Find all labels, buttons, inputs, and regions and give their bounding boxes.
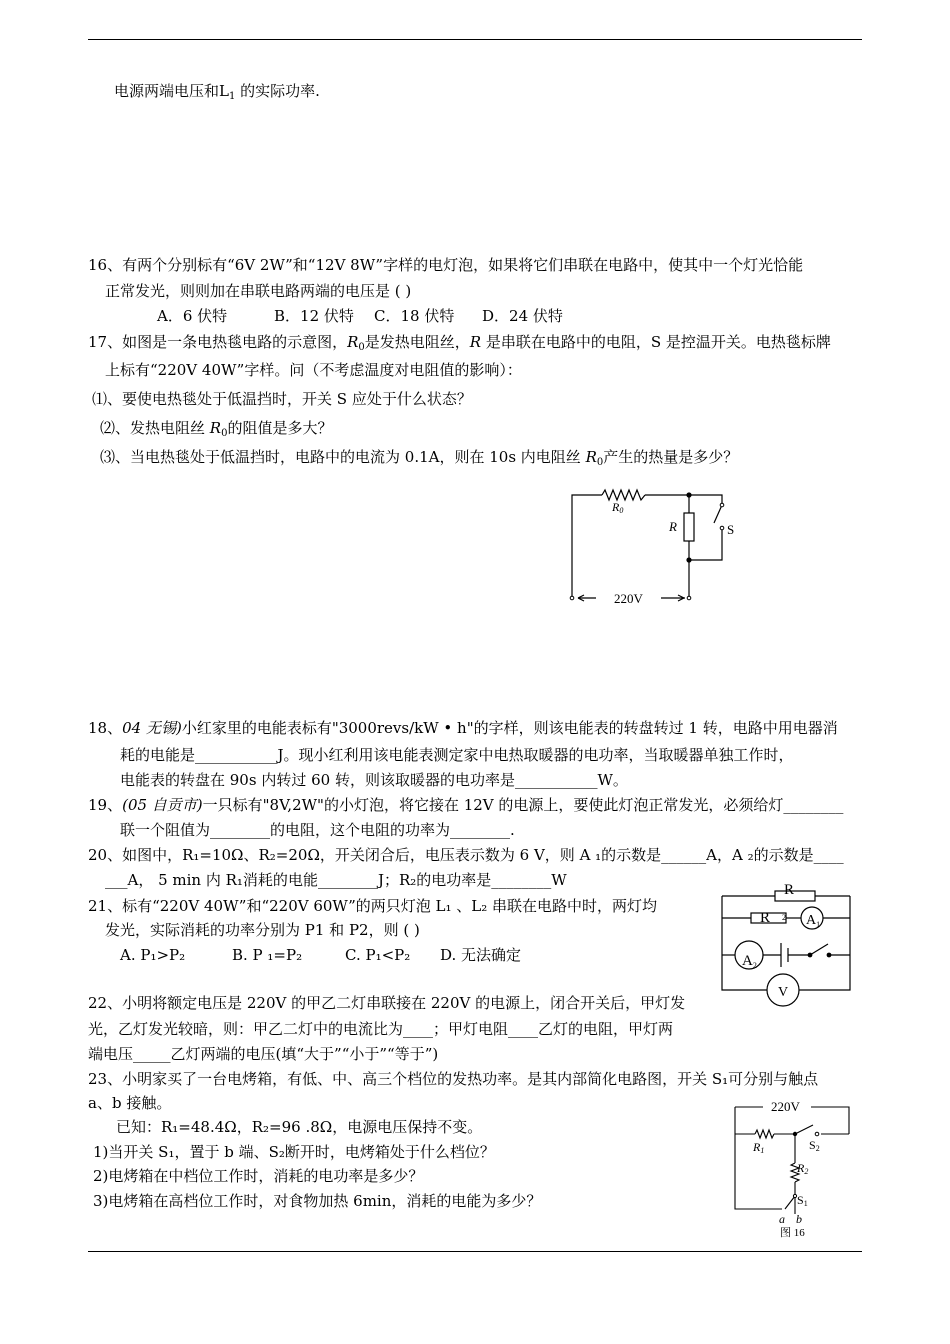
q21-diagram-r2-sub: 2 [782,913,786,922]
footer-rule [88,1251,862,1252]
q17-diagram-r0-label: R0 [612,500,624,515]
q21-circuit-diagram [718,880,858,1000]
q23-diagram-caption: 图 16 [780,1227,805,1239]
q23-circuit-diagram [725,1097,855,1239]
header-rule [88,39,862,40]
q21-diagram-ammeter-left-label: $A_2$ [742,953,757,970]
q20-line1: 20、如图中，R₁=10Ω、R₂=20Ω，开关闭合后，电压表示数为 6 V，则 A ₁的示数是______A，A ₂的示数是____ [88,846,844,864]
q18-line2: 耗的电能是___________J。现小红利用该电能表测定家中电热取暖器的电功率，当取暖器单独工作时， [120,746,794,764]
q16-line2: 正常发光，则则加在串联电路两端的电压是 ( ) [105,282,412,300]
q20-line2: ___A， 5 min 内 R₁消耗的电能________J；R₂的电功率是________W [105,871,567,889]
q18-line1: 18、04 无锡)小红家里的电能表标有"3000revs/kW • h"的字样，则该电能表的转盘转过 1 转，电路中用电器消 [88,719,838,737]
q23-diagram-r2-label: R2 [797,1161,809,1176]
q23-diagram-contact-b: b [796,1212,802,1226]
q19-line2: 联一个阻值为________的电阻，这个电阻的功率为________. [120,821,515,839]
q21-diagram-r1-label: R [784,882,795,898]
q17-line1: 17、如图是一条电热毯电路的示意图，$R_0$是发热电阻丝，R 是串联在电路中的电阻，S 是控温开关。电热毯标牌 [88,333,831,353]
q18-line3: 电能表的转盘在 90s 内转过 60 转，则该取暖器的电功率是___________W。 [120,771,628,789]
q22-line3: 端电压_____乙灯两端的电压(填“大于”“小于”“等于”) [88,1045,439,1063]
q23-line1: 23、小明家买了一台电烤箱，有低、中、高三个档位的发热功率。是其内部简化电路图，开关 S₁可分别与触点 [88,1070,819,1088]
q16-line1: 16、有两个分别标有“6V 2W”和“12V 8W”字样的电灯泡，如果将它们串联在电路中，使其中一个灯光恰能 [88,256,804,274]
q23-diagram-s1-label: S1 [797,1193,808,1208]
q17-diagram-r-label: R [669,519,677,534]
q17-part2: ⑵、发热电阻丝 $R_0$的阻值是多大？ [100,419,333,439]
q17-circuit-diagram [560,485,740,615]
q17-diagram-s-label: S [727,522,735,537]
q23-diagram-voltage-label: 220V [771,1099,800,1114]
q23-part2: 2)电烤箱在中档位工作时，消耗的电功率是多少？ [93,1167,424,1185]
q23-given: 已知：R₁=48.4Ω，R₂=96 .8Ω，电源电压保持不变。 [116,1118,483,1136]
q16-option-c: C．18 伏特 [374,307,455,325]
q23-part3: 3)电烤箱在高档位工作时，对食物加热 6min，消耗的电能为多少？ [93,1192,542,1210]
q23-line2: a、b 接触。 [88,1094,172,1112]
q22-line2: 光，乙灯发光较暗，则：甲乙二灯中的电流比为____；甲灯电阻____乙灯的电阻，甲灯两 [88,1020,674,1038]
q17-part1: ⑴、要使电热毯处于低温挡时，开关 S 应处于什么状态？ [92,390,472,408]
top-line: 电源两端电压和$L_1$ 的实际功率. [114,82,320,102]
q23-diagram-s2-label: S2 [809,1138,820,1153]
q21-line2: 发光，实际消耗的功率分别为 P1 和 P2，则 ( ) [105,921,420,939]
q23-diagram-contact-a: a [779,1212,785,1226]
q17-part3: ⑶、当电热毯处于低温挡时，电路中的电流为 0.1A，则在 10s 内电阻丝 $R_0$产生的热量是多少？ [100,448,739,468]
q21-option-c: C. P₁<P₂ [345,946,411,964]
q21-option-b: B. P ₁=P₂ [232,946,303,964]
q16-option-a: A．6 伏特 [157,307,228,325]
q23-diagram-r1-label: R1 [753,1140,765,1155]
q21-option-a: A. P₁>P₂ [120,946,186,964]
q16-option-b: B．12 伏特 [274,307,354,325]
q19-line1: 19、(05 自贡市)一只标有"8V,2W"的小灯泡，将它接在 12V 的电源上，要使此灯泡正常发光，必须给灯________ [88,796,844,814]
q21-option-d: D. 无法确定 [440,946,522,964]
q21-diagram-voltmeter-label: V [778,985,789,1000]
q21-diagram-r2-label: R [760,910,771,926]
q22-line1: 22、小明将额定电压是 220V 的甲乙二灯串联接在 220V 的电源上，闭合开关后，甲灯发 [88,994,686,1012]
q21-diagram-ammeter-right-label: $A_1$ [806,913,821,929]
q23-part1: 1)当开关 S₁，置于 b 端、S₂断开时，电烤箱处于什么档位？ [93,1143,495,1161]
q16-option-d: D．24 伏特 [482,307,563,325]
q21-line1: 21、标有“220V 40W”和“220V 60W”的两只灯泡 L₁ 、L₂ 串联在电路中时，两灯均 [88,897,658,915]
q17-diagram-voltage-label: 220V [614,591,643,606]
q17-line2: 上标有“220V 40W”字样。问（不考虑温度对电阻值的影响）： [105,361,522,379]
